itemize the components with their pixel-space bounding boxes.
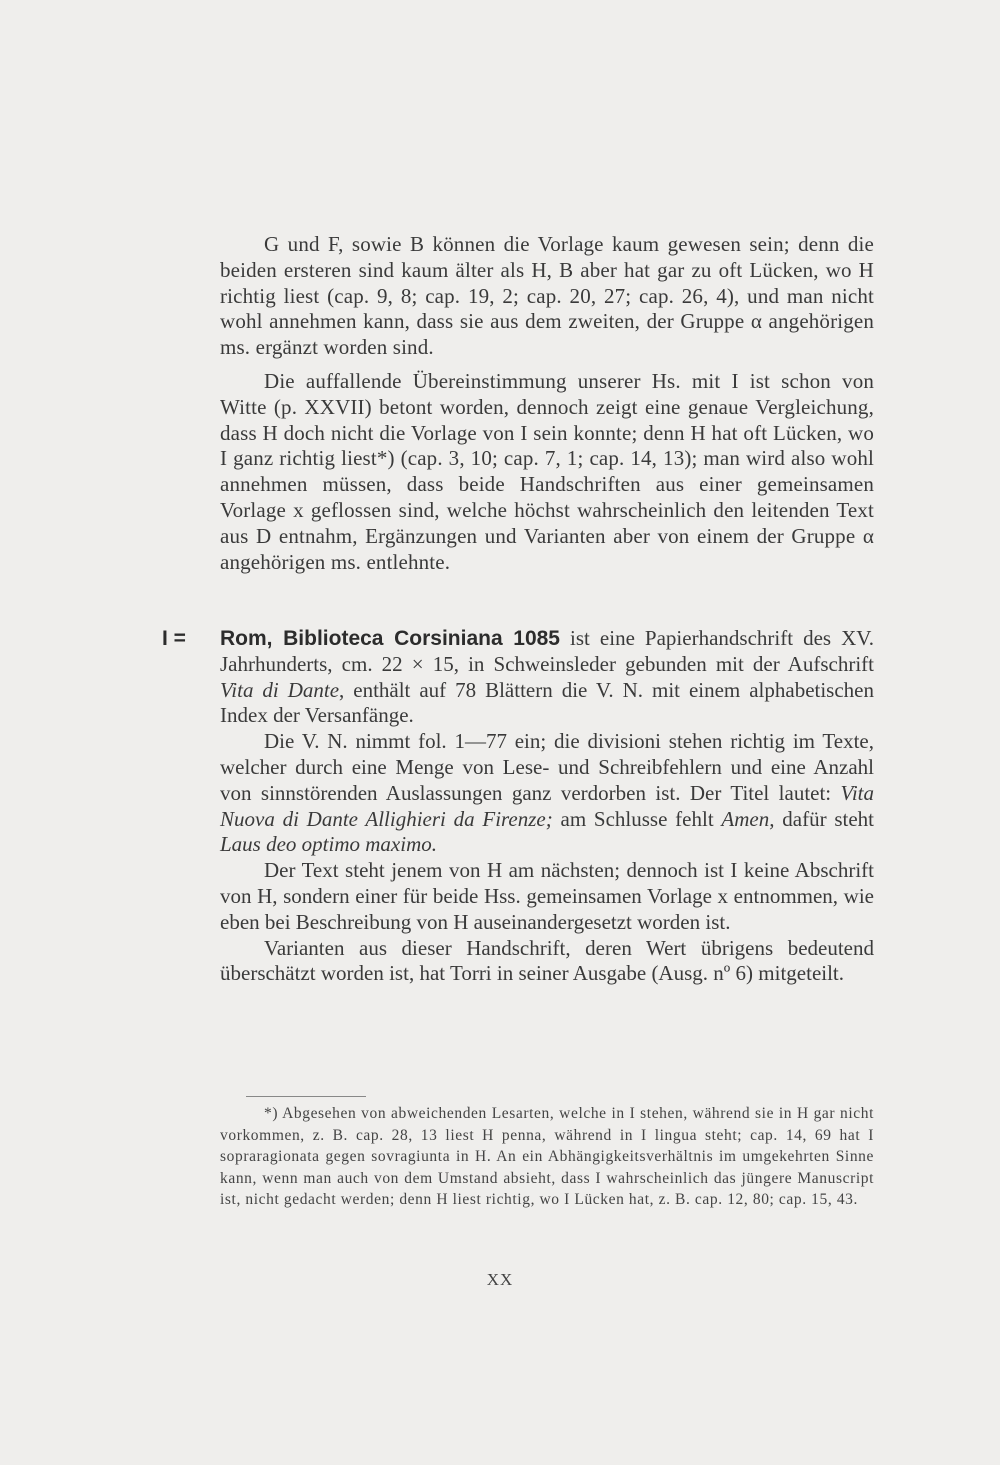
- entry-paragraph-4: Varianten aus dieser Handschrift, deren Wert übrigens bedeutend überschätzt worden ist, hat Torri in seiner Ausgabe (Ausg. nº 6) mitgeteilt.: [220, 935, 874, 986]
- entry-text: Die V. N. nimmt fol. 1—77 ein; die divisioni stehen richtig im Texte, welcher durch eine Menge von Lese- und Schreibfehlern und eine Anzahl von sinnstörenden Auslassungen ganz verdorben ist. Der Titel lautet:: [220, 729, 874, 805]
- entry-siglum: I =: [162, 627, 186, 650]
- entry-paragraph-2: [220, 729, 874, 858]
- footnote: [220, 1103, 874, 1211]
- entry-text: dafür steht: [774, 806, 874, 831]
- laus-phrase: Laus deo optimo maximo.: [220, 832, 437, 857]
- entry-paragraph-3: Der Text steht jenem von H am nächsten; dennoch ist I keine Abschrift von H, sondern einer für beide Hss. gemeinsamen Vorlage x entnommen, wie eben bei Beschreibung von H auseinandergesetzt worden ist.: [220, 858, 874, 934]
- entry-paragraph-1: [220, 626, 874, 729]
- work-title: Vita Nuova di Dante Allighieri da Firenze;: [220, 780, 874, 831]
- page-number: XX: [486, 1270, 514, 1289]
- footnote-text: *) Abgesehen von abweichenden Lesarten, welche in I stehen, während sie in H gar nicht vorkommen, z. B. cap. 28, 13 liest H penna, während in I lingua steht; cap. 14, 69 hat I sopraragionata gegen sovragiunta in H. An ein Abhängigkeitsverhältnis im umgekehrten Sinne kann, wenn man auch von dem Umstand absieht, dass I wahrscheinlich das jüngere Manuscript ist, nicht gedacht werden; denn H liest richtig, wo I Lücken hat, z. B. cap. 12, 80; cap. 15, 43.: [220, 1105, 874, 1209]
- paragraph-text: Die auffallende Übereinstimmung unserer Hs. mit I ist schon von Witte (p. XXVII) betont worden, dennoch zeigt eine genaue Vergleichung, dass H doch nicht die Vorlage von I sein konnte; denn H hat oft Lücken, wo I ganz richtig liest*) (cap. 3, 10; cap. 7, 1; cap. 14, 13); man wird also wohl annehmen müssen, dass beide Handschriften aus einer gemeinsamen Vorlage x geflossen sind, welche höchst wahrscheinlich den leitenden Text aus D entnahm, Ergänzungen und Varianten aber von einem der Gruppe α angehörigen ms. entlehnte.: [220, 369, 874, 574]
- paragraph-intro: [220, 232, 874, 361]
- manuscript-title: Vita di Dante: [220, 677, 340, 702]
- entry-text: am Schlusse fehlt: [552, 806, 722, 831]
- entry-text: , enthält auf 78 Blättern die V. N. mit einem alphabetischen Index der Versanfänge.: [220, 677, 875, 728]
- entry-text: ist eine Papierhandschrift des XV. Jahrhunderts, cm. 22 × 15, in Schweinsleder gebunden mit der Aufschrift: [220, 626, 874, 676]
- paragraph-text: G und F, sowie B können die Vorlage kaum gewesen sein; denn die beiden ersteren sind kaum älter als H, B aber hat gar zu oft Lücken, wo H richtig liest (cap. 9, 8; cap. 19, 2; cap. 20, 27; cap. 26, 4), und man nicht wohl annehmen kann, dass sie aus dem zweiten, der Gruppe α angehörigen ms. ergänzt worden sind.: [220, 232, 874, 360]
- paragraph-comparison: [220, 369, 874, 575]
- entry-heading: Rom, Biblioteca Corsiniana 1085: [220, 627, 560, 650]
- footnote-rule: [246, 1096, 366, 1097]
- amen-word: Amen,: [721, 806, 775, 831]
- manuscript-entry: [220, 626, 874, 987]
